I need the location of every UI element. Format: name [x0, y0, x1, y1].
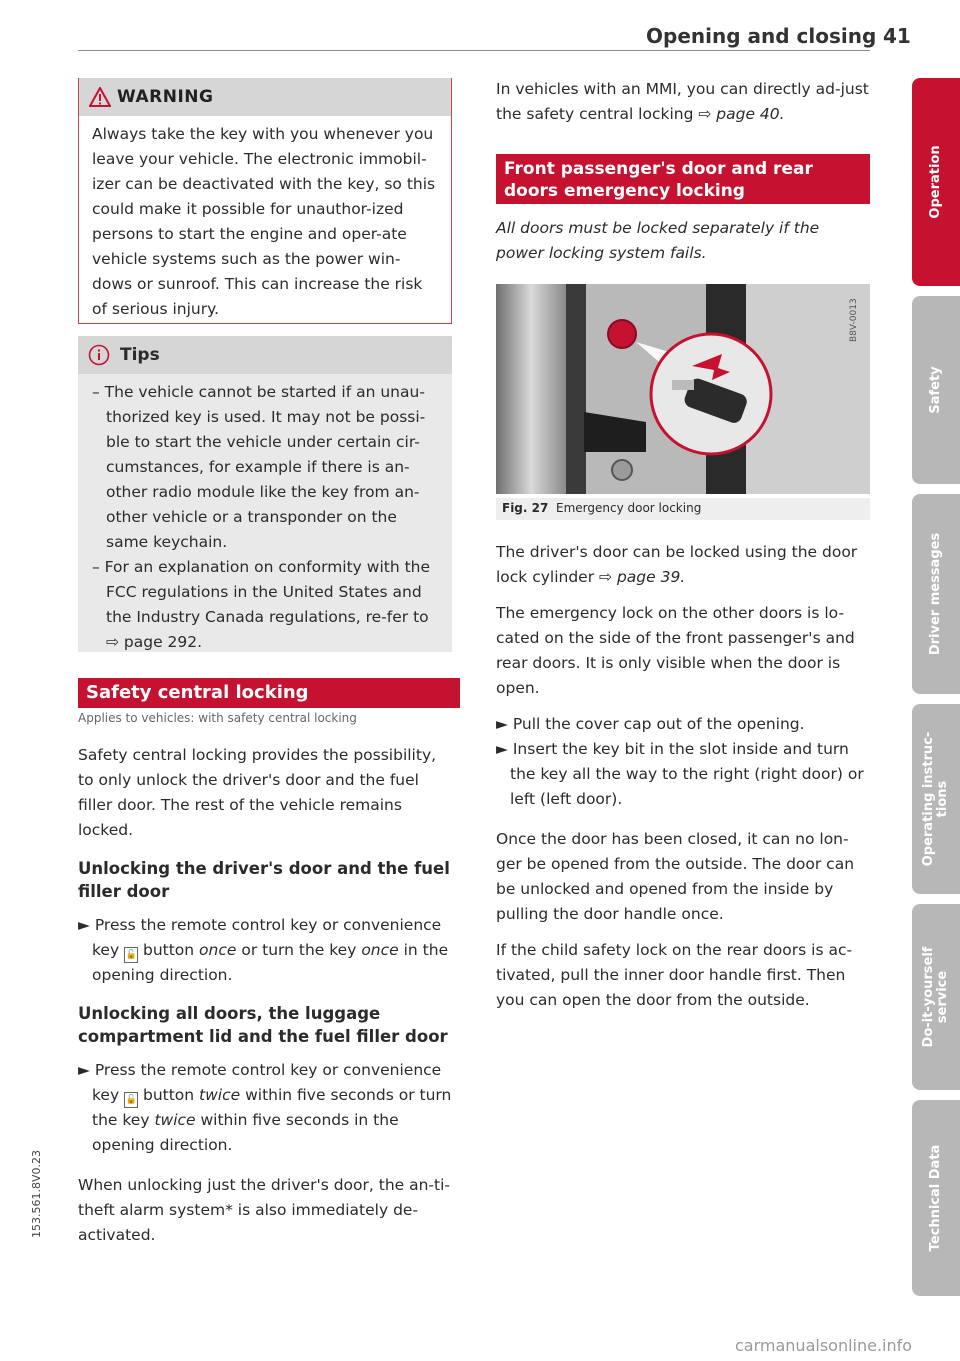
figure-code: B8V-0013	[849, 298, 859, 342]
applies-note: Applies to vehicles: with safety central locking	[78, 711, 357, 725]
child-lock-paragraph: If the child safety lock on the rear doors is ac-tivated, pull the inner door handle first. Then you can open the door from the outside.	[496, 941, 853, 1009]
mmi-paragraph: In vehicles with an MMI, you can directly ad-just the safety central locking ⇨ page 40.	[496, 80, 869, 123]
subheading-driver-door: Unlocking the driver's door and the fuel filler door	[78, 859, 450, 901]
safety-central-heading: Safety central locking	[78, 678, 460, 708]
emergency-locking-heading: Front passenger's door and rear doors emergency locking	[496, 154, 870, 204]
instruction-step: ► Press the remote control key or convenience key 🔓 button twice within five seconds or turn the key twice within five seconds in the opening direction.	[78, 1061, 452, 1154]
tab-technical-data[interactable]: Technical Data	[912, 1100, 960, 1296]
warning-box	[78, 78, 452, 324]
emergency-lock-paragraph: The emergency lock on the other doors is lo-cated on the side of the front passenger's and rear doors. It is only visible when the door is open.	[496, 604, 855, 697]
figure-caption: Fig. 27 Emergency door locking	[496, 498, 870, 520]
warning-text: Always take the key with you whenever you leave your vehicle. The electronic immobil-izer can be deactivated with the key, so this could make it possible for unauthor-ized persons to start the engine and oper-ate vehicle systems such as the power win-dows or sunroof. This can increase the risk of serious injury.	[92, 125, 436, 318]
header-rule	[78, 50, 870, 51]
tab-operating-instructions[interactable]: Operating instruc-tions	[912, 704, 960, 894]
unlock-key-icon: 🔓	[124, 1092, 138, 1108]
document-code: 153.561.8V0.23	[30, 1150, 43, 1238]
emergency-locking-figure	[496, 284, 870, 494]
tip-item: – The vehicle cannot be started if an unau-thorized key is used. It may not be possi-ble to start the vehicle under certain cir-cumstances, for example if there is an-other radio module like the key from an-other vehicle or a transponder on the same keychain.	[92, 383, 426, 551]
page-reference-link[interactable]: ⇨ page 39.	[599, 568, 686, 586]
driver-door-paragraph: The driver's door can be locked using the door lock cylinder ⇨ page 39.	[496, 543, 858, 586]
page-reference-link[interactable]: ⇨ page 40.	[698, 105, 785, 123]
warning-triangle-icon	[89, 87, 111, 107]
tip-item: – For an explanation on conformity with the FCC regulations in the United States and the Industry Canada regulations, re-fer to ⇨ page 292.	[92, 558, 431, 651]
warning-title: WARNING	[117, 87, 214, 107]
emergency-intro: All doors must be locked separately if the power locking system fails.	[496, 219, 820, 262]
subheading-all-doors: Unlocking all doors, the luggage compartment lid and the fuel filler door	[78, 1004, 448, 1046]
safety-central-intro: Safety central locking provides the possibility, to only unlock the driver's door and the fuel filler door. The rest of the vehicle remains locked.	[78, 746, 437, 839]
right-column-body	[496, 540, 870, 1013]
instruction-step: ► Insert the key bit in the slot inside and turn the key all the way to the right (right door) or left (left door).	[496, 740, 864, 808]
chapter-tabs	[912, 0, 960, 1361]
instruction-step: ► Pull the cover cap out of the opening.	[496, 715, 805, 733]
tab-operation[interactable]: Operation	[912, 78, 960, 286]
warning-header	[79, 78, 451, 116]
door-lock-illustration	[496, 284, 870, 494]
info-icon	[88, 344, 110, 366]
unlock-key-icon: 🔓	[124, 947, 138, 963]
tab-driver-messages[interactable]: Driver messages	[912, 494, 960, 694]
anti-theft-note: When unlocking just the driver's door, the an-ti-theft alarm system* is also immediately de-activated.	[78, 1176, 450, 1244]
watermark: carmanualsonline.info	[735, 1336, 913, 1355]
tips-box	[78, 336, 452, 652]
door-closed-paragraph: Once the door has been closed, it can no lon-ger be opened from the outside. The door can be unlocked and opened from the inside by pulling the door handle once.	[496, 830, 855, 923]
page-number: 41	[883, 24, 911, 48]
instruction-step: ► Press the remote control key or convenience key 🔓 button once or turn the key once in the opening direction.	[78, 916, 449, 984]
tab-do-it-yourself-service[interactable]: Do-it-yourself service	[912, 904, 960, 1090]
tab-safety[interactable]: Safety	[912, 296, 960, 484]
safety-central-body	[78, 743, 452, 1248]
section-title: Opening and closing	[646, 24, 877, 48]
tips-title: Tips	[120, 345, 160, 365]
tips-header	[78, 336, 452, 374]
